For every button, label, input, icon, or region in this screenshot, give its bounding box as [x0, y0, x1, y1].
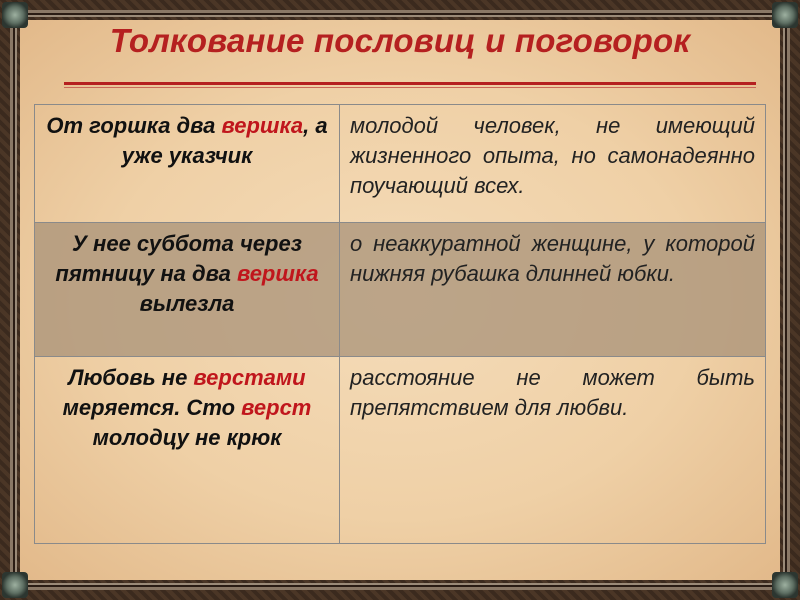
proverb-text: молодцу не крюк — [92, 425, 282, 450]
proverbs-table — [34, 104, 766, 544]
meaning-cell: расстояние не может быть препятствием для любви. — [340, 357, 766, 544]
slide-title: Толкование пословиц и поговорок — [109, 22, 691, 59]
proverb-cell — [35, 357, 340, 544]
meaning-cell: молодой человек, не имеющий жизненного опыта, но самонадеянно поучающий всех. — [340, 105, 766, 223]
proverb-keyword: вершка — [236, 261, 319, 286]
proverb-text: Любовь не — [68, 365, 194, 390]
corner-ornament-icon — [2, 572, 28, 598]
proverb-keyword: верстами — [193, 365, 306, 390]
proverb-keyword: вершка — [221, 113, 304, 138]
proverb-text: вылезла — [139, 291, 235, 316]
corner-ornament-icon — [772, 572, 798, 598]
proverb-keyword: верст — [241, 395, 312, 420]
table-row — [35, 223, 766, 357]
proverb-text: , а уже указчик — [121, 113, 328, 168]
proverb-cell — [35, 223, 340, 357]
table-row — [35, 105, 766, 223]
proverb-text: меряется. Сто — [62, 395, 242, 420]
table-row — [35, 357, 766, 544]
proverb-cell — [35, 105, 340, 223]
title-underline — [64, 82, 756, 85]
proverb-text: От горшка два — [46, 113, 222, 138]
proverb-text: У нее суббота через пятницу на два — [55, 231, 302, 286]
meaning-cell: о неаккуратной женщине, у которой нижняя рубашка длинней юбки. — [340, 223, 766, 357]
title-underline-thin — [64, 87, 756, 88]
